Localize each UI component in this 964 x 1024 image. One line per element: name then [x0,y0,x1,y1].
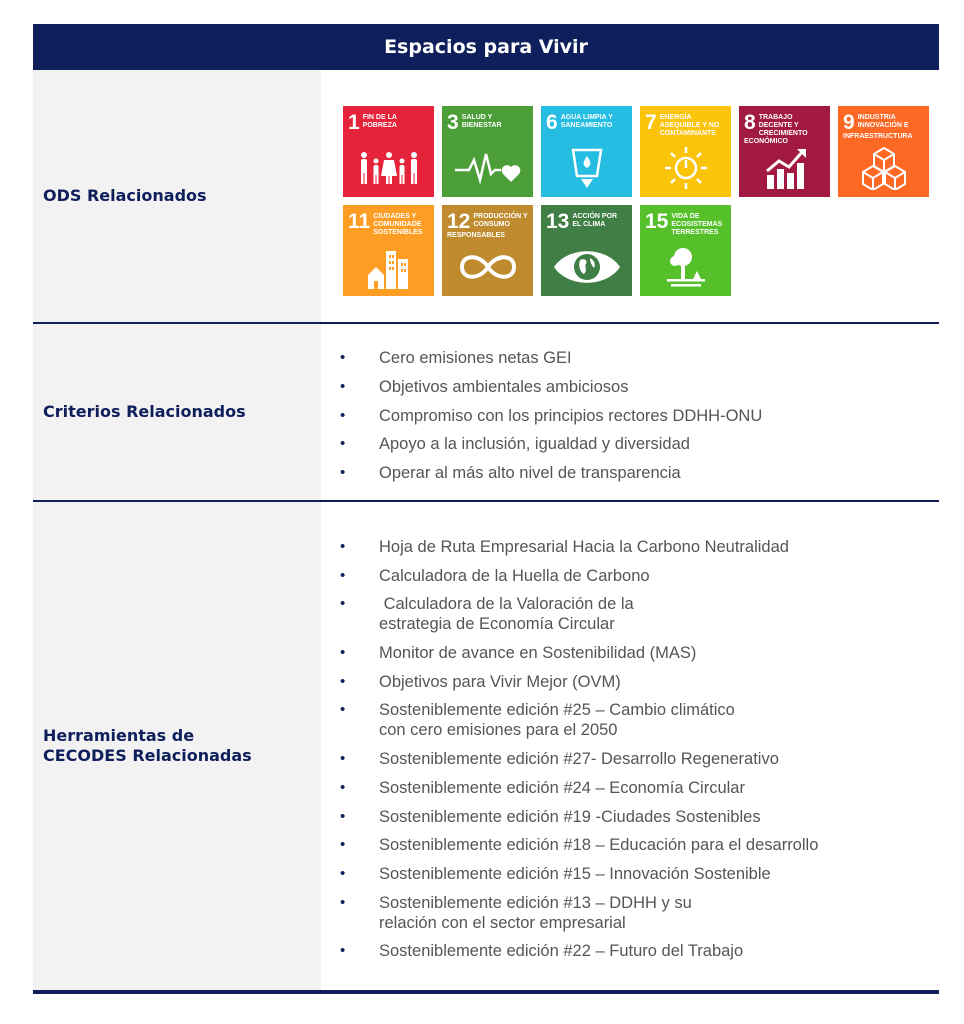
sdg-title: ACCIÓN POR EL CLIMA [572,213,618,228]
criterio-item: • Objetivos ambientales ambiciosos [321,377,939,397]
herramienta-item [321,749,939,769]
herramienta-item [321,807,939,827]
herramienta-item-line: • Sosteniblemente edición #24 – Economía Circular [379,778,745,797]
herramienta-item [321,537,939,557]
herramienta-item-line: • Sosteniblemente edición #15 – Innovación Sostenible [379,864,771,883]
heartbeat-icon [442,145,533,191]
sdg-grid [321,70,939,296]
growth-chart-icon [739,145,830,191]
criterio-item: • Apoyo a la inclusión, igualdad y diversidad [321,434,939,454]
city-icon [343,244,434,290]
sdg-number: 3 [447,111,459,134]
sdg-tile-6 [541,106,632,197]
header-title: Espacios para Vivir [384,36,588,58]
herramientas-label-line2: CECODES Relacionadas [43,746,252,765]
herramienta-item-line: • Sosteniblemente edición #22 – Futuro del Trabajo [379,942,744,961]
herramienta-item [321,672,939,692]
sdg-title: PRODUCCIÓN Y CONSUMO RESPONSABLES [447,213,528,239]
water-glass-icon [541,145,632,191]
herramientas-label-line1: Herramientas de [43,726,195,745]
sdg-title: INDUSTRIA INNOVACIÓN E INFRAESTRUCTURA [843,114,913,140]
herramienta-item-line: • Calculadora de la Huella de Carbono [379,566,650,585]
herramienta-item [321,700,939,740]
sdg-title: AGUA LIMPIA Y SANEAMIENTO [560,114,613,129]
table-header [33,24,939,70]
sdg-tile-7 [640,106,731,197]
herramienta-item-line: • Sosteniblemente edición #13 – DDHH y su [379,893,692,912]
herramienta-item-line: estrategia de Economía Circular [379,615,615,634]
sdg-number: 12 [447,210,471,233]
sdg-number: 13 [546,210,570,233]
herramienta-item [321,835,939,855]
table-bottom-border [33,990,939,994]
sdg-tile-8 [739,106,830,197]
herramienta-item [321,864,939,884]
sdg-title: TRABAJO DECENTE Y CRECIMIENTO ECONÓMICO [744,114,808,145]
herramienta-item-line: • Sosteniblemente edición #18 – Educación para el desarrollo [379,836,819,855]
sdg-tile-13 [541,205,632,296]
sdg-tile-1 [343,106,434,197]
herramientas-content [321,502,939,990]
cubes-icon [838,145,929,191]
sdg-title: CIUDADES Y COMUNIDADE SOSTENIBLES [373,213,423,236]
herramienta-item-line: • Sosteniblemente edición #25 – Cambio climático [379,701,735,720]
ods-label: ODS Relacionados [33,70,321,322]
criterios-row [33,324,939,500]
herramienta-item [321,893,939,933]
sdg-number: 15 [645,210,669,233]
criterios-content [321,324,939,500]
info-table [33,24,939,994]
family-icon [343,145,434,191]
herramienta-item-line: • Hoja de Ruta Empresarial Hacia la Carbono Neutralidad [379,538,789,556]
sdg-number: 8 [744,111,756,134]
sdg-title: VIDA DE ECOSISTEMAS TERRESTRES [671,213,723,236]
sdg-number: 11 [348,210,371,233]
criterio-item: • Cero emisiones netas GEI [321,348,939,368]
herramienta-item [321,594,939,634]
herramienta-item-line: • Objetivos para Vivir Mejor (OVM) [379,672,621,691]
infinity-icon [442,244,533,290]
sdg-title: SALUD Y BIENESTAR [461,114,502,129]
tree-icon [640,244,731,290]
sdg-number: 7 [645,111,657,134]
sdg-number: 6 [546,111,558,134]
herramienta-item [321,566,939,586]
sdg-tile-12 [442,205,533,296]
criterio-item: • Compromiso con los principios rectores DDHH-ONU [321,406,939,426]
sdg-tile-9 [838,106,929,197]
sdg-title: FIN DE LA POBREZA [362,114,397,129]
herramienta-item [321,941,939,961]
herramienta-item-line: con cero emisiones para el 2050 [379,721,618,740]
criterio-item: • Operar al más alto nivel de transparencia [321,463,939,483]
sdg-tile-15 [640,205,731,296]
criterios-list [321,324,939,483]
herramienta-item-line: • Sosteniblemente edición #27- Desarrollo Regenerativo [379,750,779,769]
herramientas-label [33,502,321,990]
sdg-tile-11 [343,205,434,296]
ods-row [33,70,939,322]
sdg-number: 1 [348,111,360,134]
sdg-title: ENERGÍA ASEQUIBLE Y NO CONTAMINANTE [659,114,720,137]
sdg-tile-3 [442,106,533,197]
earth-eye-icon [541,244,632,290]
herramienta-item-line: • Sosteniblemente edición #19 -Ciudades Sostenibles [379,807,761,826]
herramientas-list [321,502,939,961]
criterios-label: Criterios Relacionados [33,324,321,500]
herramienta-item [321,643,939,663]
sun-power-icon [640,145,731,191]
herramientas-row [33,502,939,990]
herramienta-item-line: • Calculadora de la Valoración de la [379,595,634,614]
ods-content [321,70,939,322]
herramienta-item-line: relación con el sector empresarial [379,913,626,932]
herramienta-item-line: • Monitor de avance en Sostenibilidad (MAS) [379,644,697,663]
sdg-number: 9 [843,111,855,134]
herramienta-item [321,778,939,798]
